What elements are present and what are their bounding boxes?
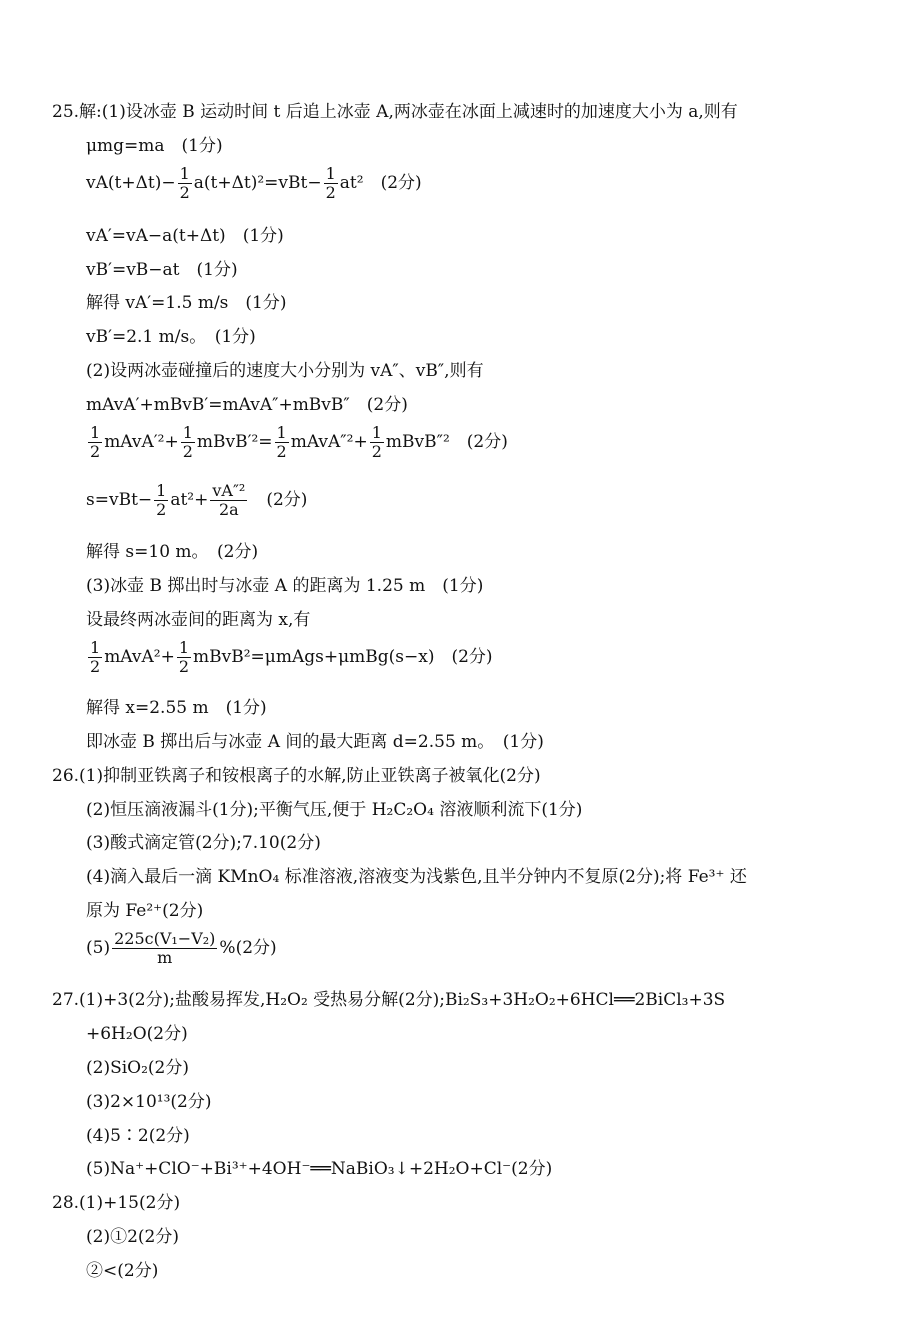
p27-line-3: (2)SiO₂(2分) bbox=[86, 1058, 189, 1078]
p25-line-3: vA′=vA−a(t+Δt) (1分) bbox=[86, 226, 284, 246]
numerator: 1 bbox=[325, 164, 336, 183]
p25-line-2 bbox=[86, 165, 422, 202]
fraction bbox=[210, 482, 247, 519]
fraction bbox=[177, 639, 191, 676]
fraction bbox=[324, 165, 338, 202]
p26-line-1: 26.(1)抑制亚铁离子和铵根离子的水解,防止亚铁离子被氧化(2分) bbox=[52, 766, 541, 786]
denominator: 2a bbox=[218, 500, 239, 519]
p26-line-3: (3)酸式滴定管(2分);7.10(2分) bbox=[86, 833, 321, 853]
numerator: vA″² bbox=[212, 481, 246, 500]
p27-line-2: +6H₂O(2分) bbox=[86, 1024, 188, 1044]
expr-part: mBvB″² (2分) bbox=[385, 432, 508, 452]
denominator: 2 bbox=[90, 442, 101, 461]
numerator: 1 bbox=[90, 638, 101, 657]
p25-line-7: (2)设两冰壶碰撞后的速度大小分别为 vA″、vB″,则有 bbox=[86, 361, 484, 381]
p25-line-16: 即冰壶 B 掷出后与冰壶 A 间的最大距离 d=2.55 m。 (1分) bbox=[86, 732, 544, 752]
expr-part: vA(t+Δt)− bbox=[86, 173, 176, 193]
numerator: 1 bbox=[179, 164, 190, 183]
denominator: 2 bbox=[156, 500, 167, 519]
p25-line-12: (3)冰壶 B 掷出时与冰壶 A 的距离为 1.25 m (1分) bbox=[86, 576, 484, 596]
expr-part: s=vBt− bbox=[86, 490, 153, 510]
p25-line-11: 解得 s=10 m。 (2分) bbox=[86, 542, 259, 562]
p27-line-1: 27.(1)+3(2分);盐酸易挥发,H₂O₂ 受热易分解(2分);Bi₂S₃+3H₂O₂+6HCl══2BiCl₃+3S bbox=[52, 990, 726, 1010]
denominator: 2 bbox=[325, 183, 336, 202]
p25-line-8: mAvA′+mBvB′=mAvA″+mBvB″ (2分) bbox=[86, 395, 408, 415]
p25-line-14 bbox=[86, 639, 493, 676]
denominator: 2 bbox=[371, 442, 382, 461]
p28-line-2: (2)①2(2分) bbox=[86, 1227, 179, 1247]
expr-part: a(t+Δt)²=vBt− bbox=[193, 173, 322, 193]
expr-part: at² (2分) bbox=[339, 173, 422, 193]
expr-part: mAvA″²+ bbox=[290, 432, 368, 452]
fraction bbox=[88, 639, 102, 676]
denominator: 2 bbox=[90, 657, 101, 676]
p27-line-5: (4)5∶2(2分) bbox=[86, 1126, 190, 1146]
fraction bbox=[370, 424, 384, 461]
expr-part: (5) bbox=[86, 938, 111, 958]
p26-line-4: (4)滴入最后一滴 KMnO₄ 标准溶液,溶液变为浅紫色,且半分钟内不复原(2分);将 Fe³⁺ 还 bbox=[86, 867, 747, 887]
p26-line-5: 原为 Fe²⁺(2分) bbox=[86, 901, 204, 921]
p25-line-5: 解得 vA′=1.5 m/s (1分) bbox=[86, 293, 287, 313]
p25-line-15: 解得 x=2.55 m (1分) bbox=[86, 698, 267, 718]
expr-part: %(2分) bbox=[219, 938, 277, 958]
p25-line-1: μmg=ma (1分) bbox=[86, 136, 223, 156]
denominator: 2 bbox=[178, 657, 190, 676]
p25-line-13: 设最终两冰壶间的距离为 x,有 bbox=[86, 610, 311, 630]
expr-part: mAvA²+ bbox=[104, 647, 175, 667]
p26-line-6 bbox=[86, 930, 277, 967]
numerator: 1 bbox=[276, 423, 287, 442]
expr-part: at²+ bbox=[170, 490, 209, 510]
expr-part: mBvB²=μmAgs+μmBg(s−x) (2分) bbox=[193, 647, 493, 667]
p26-line-2: (2)恒压滴液漏斗(1分);平衡气压,便于 H₂C₂O₄ 溶液顺利流下(1分) bbox=[86, 800, 583, 820]
numerator: 1 bbox=[156, 481, 167, 500]
fraction bbox=[178, 165, 192, 202]
fraction bbox=[112, 930, 217, 967]
p25-heading: 25.解:(1)设冰壶 B 运动时间 t 后追上冰壶 A,两冰壶在冰面上减速时的加速度大小为 a,则有 bbox=[52, 102, 738, 122]
expr-part: (2分) bbox=[249, 490, 308, 510]
numerator: 225c(V₁−V₂) bbox=[114, 929, 216, 948]
numerator: 1 bbox=[90, 423, 101, 442]
denominator: 2 bbox=[182, 442, 193, 461]
fraction bbox=[275, 424, 289, 461]
fraction bbox=[181, 424, 195, 461]
expr-part: mBvB′²= bbox=[196, 432, 273, 452]
p28-line-3: ②<(2分) bbox=[86, 1261, 159, 1281]
p28-line-1: 28.(1)+15(2分) bbox=[52, 1193, 181, 1213]
denominator: 2 bbox=[179, 183, 190, 202]
p25-line-4: vB′=vB−at (1分) bbox=[86, 260, 238, 280]
p27-line-6: (5)Na⁺+ClO⁻+Bi³⁺+4OH⁻══NaBiO₃↓+2H₂O+Cl⁻(2分) bbox=[86, 1159, 553, 1179]
p25-line-10 bbox=[86, 482, 307, 519]
numerator: 1 bbox=[371, 423, 382, 442]
denominator: m bbox=[157, 948, 173, 967]
expr-part: mAvA′²+ bbox=[104, 432, 179, 452]
p25-line-6: vB′=2.1 m/s。 (1分) bbox=[86, 327, 256, 347]
numerator: 1 bbox=[178, 638, 190, 657]
fraction bbox=[88, 424, 102, 461]
numerator: 1 bbox=[182, 423, 193, 442]
p25-line-9 bbox=[86, 424, 508, 461]
p27-line-4: (3)2×10¹³(2分) bbox=[86, 1092, 212, 1112]
denominator: 2 bbox=[276, 442, 287, 461]
fraction bbox=[154, 482, 168, 519]
